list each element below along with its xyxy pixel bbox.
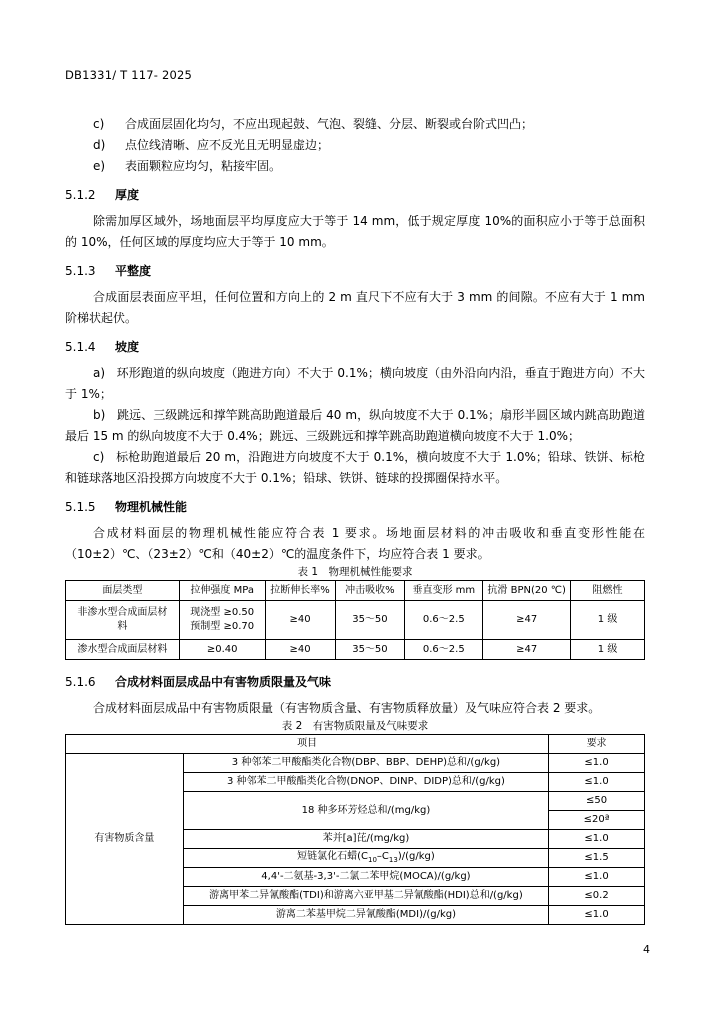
table-cell: 1 级: [571, 601, 645, 640]
table-row: [66, 754, 645, 773]
section-number: 5.1.5: [65, 500, 96, 514]
table-cell: 35～50: [335, 640, 405, 660]
list-marker: d): [93, 138, 106, 152]
list-item: [65, 135, 645, 156]
list-marker: c): [93, 117, 105, 131]
table2-caption: 表 2 有害物质限量及气味要求: [281, 720, 429, 732]
section-heading-thickness: [65, 185, 645, 205]
tensile-cast: 现浇型 ≥0.50: [190, 607, 255, 618]
table-row: [66, 640, 645, 660]
table-cell-req: ≤0.2: [549, 887, 645, 906]
section-number: 5.1.6: [65, 675, 96, 689]
document-id-header: DB1331/ T 117- 2025: [65, 68, 193, 82]
section-number: 5.1.2: [65, 188, 96, 202]
table-cell-req: ≤1.0: [549, 868, 645, 887]
table-cell-req: ≤1.0: [549, 906, 645, 925]
table-cell-item: 3 种邻苯二甲酸酯类化合物(DBP、BBP、DEHP)总和/(g/kg): [183, 754, 548, 773]
table-group-cell: 有害物质含量: [66, 754, 184, 925]
table-cell-req: ≤1.0: [549, 773, 645, 792]
list-item: [65, 156, 645, 177]
table-cell-item: 4,4'-二氨基-3,3'-二氯二苯甲烷(MOCA)/(g/kg): [183, 868, 548, 887]
table-header-cell: 阻燃性: [571, 581, 645, 601]
section-title: 坡度: [115, 340, 140, 354]
requirements-list: [65, 114, 645, 177]
section-number: 5.1.4: [65, 340, 96, 354]
table-header-cell: 项目: [66, 735, 549, 754]
table-row: [66, 601, 645, 640]
page-content: [65, 114, 645, 925]
mechanical-properties-table: [65, 580, 645, 660]
section-title: 合成材料面层成品中有害物质限量及气味: [115, 675, 332, 689]
table-cell-req: ≤1.0: [549, 754, 645, 773]
table-cell-req: ≤1.0: [549, 830, 645, 849]
section-heading-harmful: [65, 672, 645, 692]
section-heading-mechanical: [65, 497, 645, 517]
list-text: 跳远、三级跳远和撑竿跳高助跑道最后 40 m，纵向坡度不大于 0.1%；扇形半圆区域内跳高助跑道最后 15 m 的纵向坡度不大于 0.4%；跳远、三级跳远和撑竿跳高助跑道横向坡度不大于 1.0%；: [65, 408, 645, 443]
table-header-cell: 垂直变形 mm: [405, 581, 483, 601]
table-cell: 35～50: [335, 601, 405, 640]
slope-item-b: [65, 405, 645, 447]
table-cell-tensile: [179, 601, 265, 640]
list-marker: e): [93, 159, 106, 173]
table-cell-type: 渗水型合成面层材料: [66, 640, 180, 660]
flatness-paragraph: 合成面层表面应平坦，任何位置和方向上的 2 m 直尺下不应有大于 3 mm 的间隙。不应有大于 1 mm 阶梯状起伏。: [65, 290, 645, 325]
list-marker: a): [93, 366, 106, 380]
table-header-cell: 拉伸强度 MPa: [179, 581, 265, 601]
table-header-row: [66, 735, 645, 754]
table-cell: ≥40: [265, 601, 335, 640]
table-cell-req: ≤50: [549, 792, 645, 811]
table-header-cell: 冲击吸收%: [335, 581, 405, 601]
table-cell: 1 级: [571, 640, 645, 660]
section-heading-flatness: [65, 261, 645, 281]
table-cell: ≥47: [483, 640, 571, 660]
section-title: 物理机械性能: [115, 500, 188, 514]
list-item: [65, 114, 645, 135]
table-header-row: [66, 581, 645, 601]
list-text: 表面颗粒应均匀，粘接牢固。: [125, 159, 282, 173]
table-cell: 0.6～2.5: [405, 601, 483, 640]
thickness-paragraph: 除需加厚区域外，场地面层平均厚度应大于等于 14 mm，低于规定厚度 10%的面积应小于等于总面积的 10%，任何区域的厚度均应大于等于 10 mm。: [65, 214, 645, 249]
table1-caption: 表 1 物理机械性能要求: [297, 566, 413, 578]
table-cell-tensile: ≥0.40: [179, 640, 265, 660]
harmful-paragraph: 合成材料面层成品中有害物质限量（有害物质含量、有害物质释放量）及气味应符合表 2 要求。: [93, 701, 601, 715]
table-cell: 0.6～2.5: [405, 640, 483, 660]
table-header-cell: 面层类型: [66, 581, 180, 601]
item-text: –C: [376, 850, 389, 862]
section-number: 5.1.3: [65, 264, 96, 278]
table-header-cell: 要求: [549, 735, 645, 754]
list-text: 环形跑道的纵向坡度（跑进方向）不大于 0.1%；横向坡度（由外沿向内沿，垂直于跑进方向）不大于 1%；: [65, 366, 645, 401]
harmful-substances-table: [65, 734, 645, 925]
table-cell: ≥40: [265, 640, 335, 660]
item-text: 短链氯化石蜡(C: [297, 850, 368, 862]
list-text: 合成面层固化均匀，不应出现起鼓、气泡、裂缝、分层、断裂或台阶式凹凸；: [125, 117, 534, 131]
slope-item-c: [65, 447, 645, 489]
list-text: 标枪助跑道最后 20 m，沿跑进方向坡度不大于 0.1%，横向坡度不大于 1.0%；铅球、铁饼、标枪和链球落地区沿投掷方向坡度不大于 0.1%；铅球、铁饼、链球的投掷圈保持水平。: [65, 450, 645, 485]
subscript: 13: [388, 855, 398, 864]
tensile-prefab: 预制型 ≥0.70: [190, 621, 255, 632]
table-cell-item: 游离甲苯二异氰酸酯(TDI)和游离六亚甲基二异氰酸酯(HDI)总和/(g/kg): [183, 887, 548, 906]
table-cell-item: 苯并[a]芘/(mg/kg): [183, 830, 548, 849]
section-title: 平整度: [115, 264, 152, 278]
table-cell-type: 非渗水型合成面层材料: [66, 601, 180, 640]
section-heading-slope: [65, 337, 645, 357]
table-cell-item: 18 种多环芳烃总和/(mg/kg): [183, 792, 548, 830]
item-text: )/(g/kg): [397, 850, 435, 862]
section-title: 厚度: [115, 188, 140, 202]
table-cell-item: 游离二苯基甲烷二异氰酸酯(MDI)/(g/kg): [183, 906, 548, 925]
list-text: 点位线清晰、应不反光且无明显虚边；: [125, 138, 330, 152]
mechanical-paragraph: 合成材料面层的物理机械性能应符合表 1 要求。场地面层材料的冲击吸收和垂直变形性能在（10±2）℃、（23±2）℃和（40±2）℃的温度条件下，均应符合表 1 要求。: [65, 526, 645, 561]
list-marker: c): [93, 450, 105, 464]
page-number: 4: [643, 943, 650, 956]
slope-list: [65, 363, 645, 489]
list-marker: b): [93, 408, 106, 422]
table-cell-req: ≤20ª: [549, 811, 645, 830]
table-cell: ≥47: [483, 601, 571, 640]
table-header-cell: 抗滑 BPN(20 ℃): [483, 581, 571, 601]
table-header-cell: 拉断伸长率%: [265, 581, 335, 601]
table-cell-req: ≤1.5: [549, 849, 645, 868]
subscript: 10: [368, 855, 377, 864]
slope-item-a: [65, 363, 645, 405]
table-cell-item: [183, 849, 548, 868]
table-cell-item: 3 种邻苯二甲酸酯类化合物(DNOP、DINP、DIDP)总和/(g/kg): [183, 773, 548, 792]
